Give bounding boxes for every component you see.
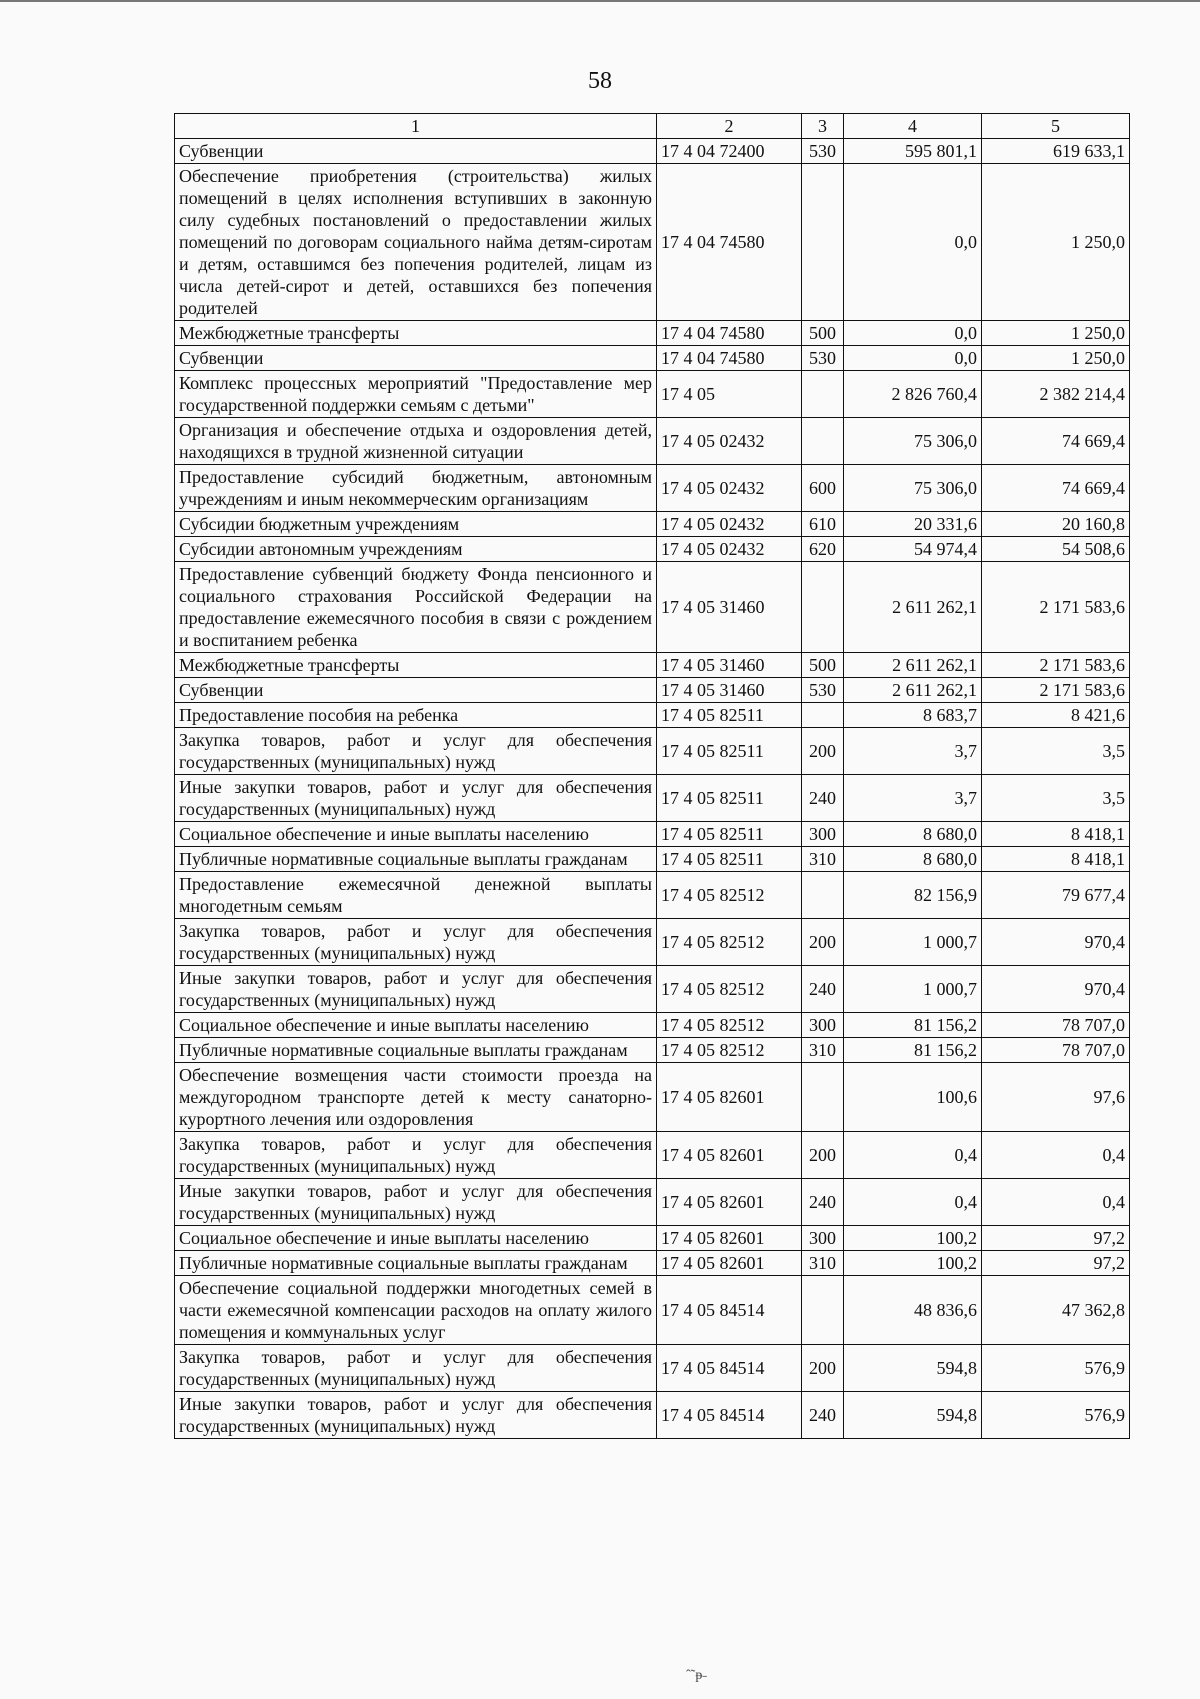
table-row <box>175 653 1130 678</box>
table-row <box>175 1179 1130 1226</box>
row-name-cell: Публичные нормативные социальные выплаты гражданам <box>175 847 657 872</box>
row-name-cell: Закупка товаров, работ и услуг для обеспечения государственных (муниципальных) нужд <box>175 1132 657 1179</box>
row-value-5-cell: 0,4 <box>982 1179 1130 1226</box>
table-row <box>175 919 1130 966</box>
row-code-cell: 17 4 05 84514 <box>657 1392 802 1439</box>
row-type-cell: 200 <box>802 919 844 966</box>
row-name-cell: Закупка товаров, работ и услуг для обеспечения государственных (муниципальных) нужд <box>175 1345 657 1392</box>
row-code-cell: 17 4 05 82601 <box>657 1179 802 1226</box>
row-type-cell: 240 <box>802 966 844 1013</box>
row-type-cell: 310 <box>802 1038 844 1063</box>
row-code-cell: 17 4 05 02432 <box>657 537 802 562</box>
row-value-5-cell: 78 707,0 <box>982 1013 1130 1038</box>
row-value-4-cell: 48 836,6 <box>844 1276 982 1345</box>
row-name-cell: Предоставление субвенций бюджету Фонда пенсионного и социального страхования Российской Федерации на предоставление ежемесячного пособия в связи с рождением и воспитанием ребенка <box>175 562 657 653</box>
row-value-4-cell: 81 156,2 <box>844 1013 982 1038</box>
row-type-cell: 240 <box>802 1179 844 1226</box>
row-type-cell: 300 <box>802 1226 844 1251</box>
row-value-5-cell: 1 250,0 <box>982 321 1130 346</box>
row-value-5-cell: 74 669,4 <box>982 418 1130 465</box>
row-value-5-cell: 97,2 <box>982 1226 1130 1251</box>
row-value-4-cell: 594,8 <box>844 1345 982 1392</box>
table-row <box>175 1251 1130 1276</box>
row-code-cell: 17 4 05 82601 <box>657 1063 802 1132</box>
table-row <box>175 1345 1130 1392</box>
page-number: 58 <box>588 68 612 94</box>
column-header-1: 1 <box>175 114 657 139</box>
row-value-4-cell: 8 680,0 <box>844 822 982 847</box>
row-name-cell: Обеспечение возмещения части стоимости проезда на междугородном транспорте детей к месту санаторно-курортного лечения или оздоровления <box>175 1063 657 1132</box>
row-value-5-cell: 970,4 <box>982 966 1130 1013</box>
table-row <box>175 321 1130 346</box>
table-row <box>175 1132 1130 1179</box>
row-value-4-cell: 0,0 <box>844 164 982 321</box>
table-row <box>175 346 1130 371</box>
row-value-5-cell: 0,4 <box>982 1132 1130 1179</box>
row-value-4-cell: 594,8 <box>844 1392 982 1439</box>
row-value-4-cell: 75 306,0 <box>844 465 982 512</box>
row-value-5-cell: 97,6 <box>982 1063 1130 1132</box>
row-value-4-cell: 1 000,7 <box>844 919 982 966</box>
row-type-cell <box>802 872 844 919</box>
row-value-5-cell: 2 171 583,6 <box>982 653 1130 678</box>
row-value-4-cell: 100,2 <box>844 1226 982 1251</box>
row-code-cell: 17 4 04 74580 <box>657 321 802 346</box>
row-value-4-cell: 81 156,2 <box>844 1038 982 1063</box>
row-type-cell <box>802 371 844 418</box>
row-code-cell: 17 4 05 31460 <box>657 562 802 653</box>
row-value-4-cell: 2 611 262,1 <box>844 562 982 653</box>
row-name-cell: Субвенции <box>175 678 657 703</box>
row-type-cell: 500 <box>802 321 844 346</box>
row-type-cell: 200 <box>802 1345 844 1392</box>
row-name-cell: Иные закупки товаров, работ и услуг для обеспечения государственных (муниципальных) нужд <box>175 1392 657 1439</box>
row-value-5-cell: 78 707,0 <box>982 1038 1130 1063</box>
row-value-4-cell: 100,2 <box>844 1251 982 1276</box>
row-code-cell: 17 4 05 02432 <box>657 465 802 512</box>
row-code-cell: 17 4 05 02432 <box>657 418 802 465</box>
scan-edge-line <box>0 0 1200 2</box>
row-name-cell: Закупка товаров, работ и услуг для обеспечения государственных (муниципальных) нужд <box>175 919 657 966</box>
row-value-4-cell: 3,7 <box>844 728 982 775</box>
table-row <box>175 966 1130 1013</box>
row-code-cell: 17 4 05 82512 <box>657 966 802 1013</box>
table-body <box>175 139 1130 1439</box>
table-row <box>175 1038 1130 1063</box>
row-code-cell: 17 4 05 82512 <box>657 919 802 966</box>
row-code-cell: 17 4 05 82511 <box>657 847 802 872</box>
budget-table <box>174 113 1130 1439</box>
row-name-cell: Субвенции <box>175 139 657 164</box>
table-row <box>175 847 1130 872</box>
row-type-cell: 620 <box>802 537 844 562</box>
table-row <box>175 703 1130 728</box>
row-name-cell: Предоставление ежемесячной денежной выплаты многодетным семьям <box>175 872 657 919</box>
column-header-4: 4 <box>844 114 982 139</box>
row-value-4-cell: 1 000,7 <box>844 966 982 1013</box>
row-value-4-cell: 75 306,0 <box>844 418 982 465</box>
row-value-4-cell: 3,7 <box>844 775 982 822</box>
row-type-cell: 530 <box>802 678 844 703</box>
row-code-cell: 17 4 04 72400 <box>657 139 802 164</box>
row-code-cell: 17 4 04 74580 <box>657 164 802 321</box>
table-row <box>175 872 1130 919</box>
row-name-cell: Субсидии бюджетным учреждениям <box>175 512 657 537</box>
row-value-5-cell: 20 160,8 <box>982 512 1130 537</box>
table-row <box>175 1276 1130 1345</box>
row-name-cell: Социальное обеспечение и иные выплаты населению <box>175 822 657 847</box>
row-value-4-cell: 2 611 262,1 <box>844 678 982 703</box>
table-row <box>175 1392 1130 1439</box>
row-code-cell: 17 4 05 82601 <box>657 1251 802 1276</box>
row-name-cell: Межбюджетные трансферты <box>175 321 657 346</box>
row-value-4-cell: 595 801,1 <box>844 139 982 164</box>
row-value-4-cell: 2 611 262,1 <box>844 653 982 678</box>
row-name-cell: Организация и обеспечение отдыха и оздоровления детей, находящихся в трудной жизненной ситуации <box>175 418 657 465</box>
row-value-4-cell: 0,4 <box>844 1132 982 1179</box>
row-type-cell <box>802 562 844 653</box>
column-header-3: 3 <box>802 114 844 139</box>
row-value-4-cell: 54 974,4 <box>844 537 982 562</box>
row-code-cell: 17 4 05 82512 <box>657 872 802 919</box>
scan-mark: ˆ˜ᵽ˗ <box>686 1668 707 1683</box>
row-value-5-cell: 8 421,6 <box>982 703 1130 728</box>
row-value-5-cell: 970,4 <box>982 919 1130 966</box>
row-name-cell: Субвенции <box>175 346 657 371</box>
row-value-5-cell: 8 418,1 <box>982 822 1130 847</box>
row-value-5-cell: 1 250,0 <box>982 346 1130 371</box>
row-name-cell: Социальное обеспечение и иные выплаты населению <box>175 1013 657 1038</box>
row-code-cell: 17 4 05 31460 <box>657 653 802 678</box>
row-value-5-cell: 1 250,0 <box>982 164 1130 321</box>
row-value-4-cell: 8 683,7 <box>844 703 982 728</box>
table-row <box>175 537 1130 562</box>
row-type-cell <box>802 418 844 465</box>
row-type-cell: 310 <box>802 1251 844 1276</box>
row-type-cell: 530 <box>802 346 844 371</box>
row-name-cell: Иные закупки товаров, работ и услуг для обеспечения государственных (муниципальных) нужд <box>175 1179 657 1226</box>
row-value-5-cell: 79 677,4 <box>982 872 1130 919</box>
row-code-cell: 17 4 05 82511 <box>657 728 802 775</box>
table-row <box>175 418 1130 465</box>
row-value-5-cell: 3,5 <box>982 775 1130 822</box>
row-code-cell: 17 4 05 82512 <box>657 1013 802 1038</box>
row-type-cell: 530 <box>802 139 844 164</box>
table-row <box>175 678 1130 703</box>
row-name-cell: Социальное обеспечение и иные выплаты населению <box>175 1226 657 1251</box>
row-code-cell: 17 4 05 31460 <box>657 678 802 703</box>
row-value-5-cell: 2 382 214,4 <box>982 371 1130 418</box>
table-row <box>175 728 1130 775</box>
row-name-cell: Предоставление пособия на ребенка <box>175 703 657 728</box>
table-row <box>175 371 1130 418</box>
table-row <box>175 512 1130 537</box>
row-name-cell: Иные закупки товаров, работ и услуг для обеспечения государственных (муниципальных) нужд <box>175 966 657 1013</box>
row-code-cell: 17 4 05 <box>657 371 802 418</box>
row-type-cell <box>802 1276 844 1345</box>
row-type-cell: 610 <box>802 512 844 537</box>
column-header-5: 5 <box>982 114 1130 139</box>
row-type-cell: 200 <box>802 1132 844 1179</box>
row-name-cell: Закупка товаров, работ и услуг для обеспечения государственных (муниципальных) нужд <box>175 728 657 775</box>
table-row <box>175 465 1130 512</box>
row-name-cell: Предоставление субсидий бюджетным, автономным учреждениям и иным некоммерческим организациям <box>175 465 657 512</box>
row-value-5-cell: 8 418,1 <box>982 847 1130 872</box>
row-code-cell: 17 4 05 84514 <box>657 1345 802 1392</box>
table-row <box>175 775 1130 822</box>
row-value-4-cell: 0,4 <box>844 1179 982 1226</box>
row-type-cell <box>802 164 844 321</box>
table-row <box>175 1063 1130 1132</box>
column-header-2: 2 <box>657 114 802 139</box>
row-code-cell: 17 4 05 82601 <box>657 1132 802 1179</box>
row-code-cell: 17 4 05 82511 <box>657 703 802 728</box>
row-code-cell: 17 4 05 82601 <box>657 1226 802 1251</box>
row-name-cell: Субсидии автономным учреждениям <box>175 537 657 562</box>
table-row <box>175 562 1130 653</box>
row-type-cell: 240 <box>802 775 844 822</box>
row-value-5-cell: 54 508,6 <box>982 537 1130 562</box>
row-value-5-cell: 74 669,4 <box>982 465 1130 512</box>
row-type-cell: 500 <box>802 653 844 678</box>
row-code-cell: 17 4 05 82511 <box>657 775 802 822</box>
row-value-4-cell: 0,0 <box>844 346 982 371</box>
row-code-cell: 17 4 05 82511 <box>657 822 802 847</box>
row-value-5-cell: 576,9 <box>982 1345 1130 1392</box>
row-value-5-cell: 2 171 583,6 <box>982 678 1130 703</box>
row-name-cell: Иные закупки товаров, работ и услуг для обеспечения государственных (муниципальных) нужд <box>175 775 657 822</box>
row-type-cell <box>802 1063 844 1132</box>
row-name-cell: Межбюджетные трансферты <box>175 653 657 678</box>
row-name-cell: Обеспечение социальной поддержки многодетных семей в части ежемесячной компенсации расходов на оплату жилого помещения и коммунальных услуг <box>175 1276 657 1345</box>
row-type-cell <box>802 703 844 728</box>
header-row <box>175 114 1130 139</box>
row-name-cell: Обеспечение приобретения (строительства) жилых помещений в целях исполнения вступивших в законную силу судебных постановлений о предоставлении жилых помещений по договорам социального найма детям-сиротам и детям, оставшимся без попечения родителей, лицам из числа детей-сирот и детей, оставшихся без попечения родителей <box>175 164 657 321</box>
row-value-5-cell: 576,9 <box>982 1392 1130 1439</box>
row-code-cell: 17 4 04 74580 <box>657 346 802 371</box>
row-code-cell: 17 4 05 84514 <box>657 1276 802 1345</box>
row-type-cell: 600 <box>802 465 844 512</box>
table-row <box>175 1013 1130 1038</box>
table-row <box>175 164 1130 321</box>
row-type-cell: 310 <box>802 847 844 872</box>
table-row <box>175 822 1130 847</box>
row-type-cell: 300 <box>802 822 844 847</box>
row-type-cell: 200 <box>802 728 844 775</box>
row-value-4-cell: 20 331,6 <box>844 512 982 537</box>
row-value-4-cell: 2 826 760,4 <box>844 371 982 418</box>
row-value-5-cell: 97,2 <box>982 1251 1130 1276</box>
row-name-cell: Публичные нормативные социальные выплаты гражданам <box>175 1251 657 1276</box>
row-type-cell: 240 <box>802 1392 844 1439</box>
row-value-5-cell: 619 633,1 <box>982 139 1130 164</box>
row-value-4-cell: 8 680,0 <box>844 847 982 872</box>
table-row <box>175 1226 1130 1251</box>
row-code-cell: 17 4 05 02432 <box>657 512 802 537</box>
row-code-cell: 17 4 05 82512 <box>657 1038 802 1063</box>
row-name-cell: Комплекс процессных мероприятий "Предоставление мер государственной поддержки семьям с детьми" <box>175 371 657 418</box>
row-value-5-cell: 2 171 583,6 <box>982 562 1130 653</box>
row-value-4-cell: 100,6 <box>844 1063 982 1132</box>
row-value-4-cell: 82 156,9 <box>844 872 982 919</box>
row-type-cell: 300 <box>802 1013 844 1038</box>
row-value-5-cell: 47 362,8 <box>982 1276 1130 1345</box>
row-name-cell: Публичные нормативные социальные выплаты гражданам <box>175 1038 657 1063</box>
table-row <box>175 139 1130 164</box>
row-value-5-cell: 3,5 <box>982 728 1130 775</box>
row-value-4-cell: 0,0 <box>844 321 982 346</box>
